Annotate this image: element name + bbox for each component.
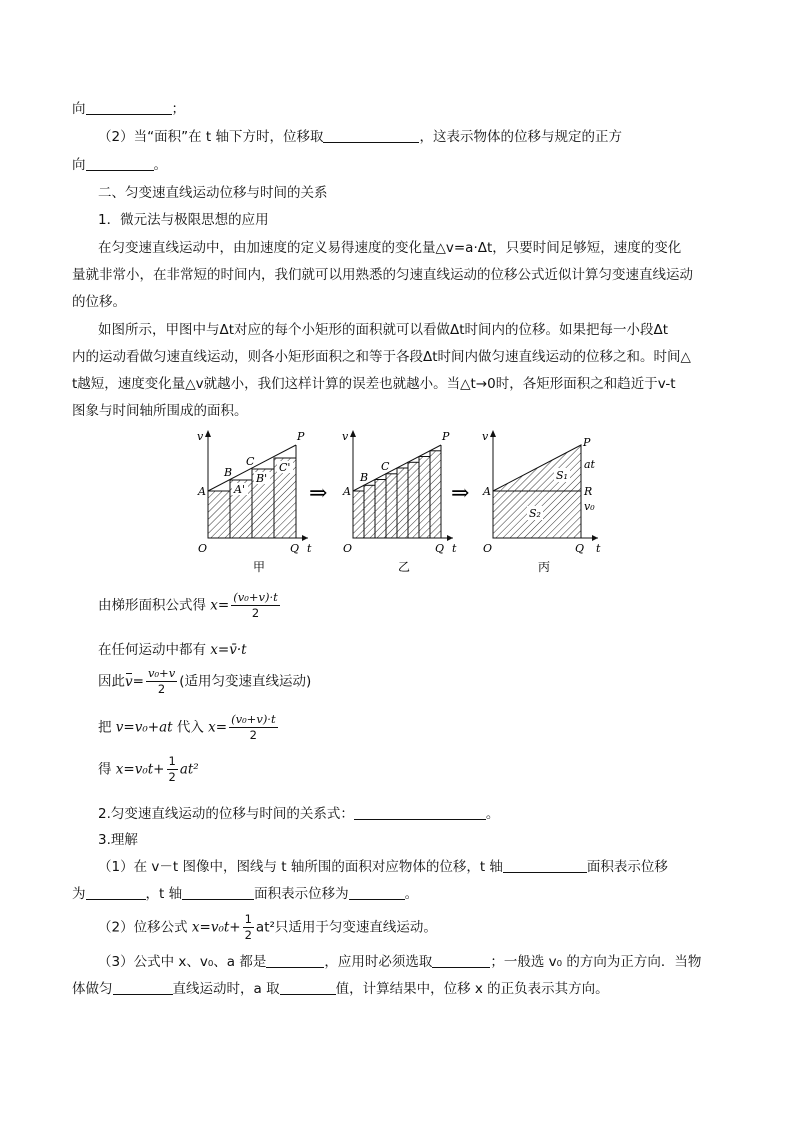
item-3-q1-line-1: （1）在 v－t 图像中，图线与 t 轴所围的面积对应物体的位移，t 轴 面积表示位移 bbox=[98, 859, 668, 875]
label-P: P bbox=[297, 430, 305, 443]
fraction: $\frac{1}{2}$ bbox=[168, 754, 176, 784]
label-A-prime: A' bbox=[234, 483, 245, 496]
label-at: at bbox=[584, 458, 595, 471]
label-A: A bbox=[343, 485, 351, 498]
answer-blank[interactable] bbox=[182, 885, 254, 900]
label-P: P bbox=[583, 436, 591, 449]
item-3-q1-line-2: 为 ，t 轴 面积表示位移为 。 bbox=[72, 886, 419, 902]
label-C: C bbox=[381, 460, 390, 473]
label-Q: Q bbox=[290, 542, 300, 555]
label-R: R bbox=[584, 485, 593, 498]
paragraph-1-line-3: 的位移。 bbox=[72, 294, 126, 310]
answer-blank[interactable] bbox=[503, 858, 587, 873]
derivation-line-5: 得 x=v₀t+ $\frac{1}{2}$ at² bbox=[98, 754, 199, 784]
arrow-2: ⇒ bbox=[451, 481, 470, 506]
vt-graph-figure bbox=[196, 418, 606, 578]
subsection-title: 1．微元法与极限思想的应用 bbox=[98, 212, 269, 228]
label-t: t bbox=[307, 542, 312, 555]
arrow-1: ⇒ bbox=[309, 481, 328, 506]
item-3-q3-line-2: 体做匀 直线运动时，a 取 值，计算结果中，位移 x 的正负表示其方向。 bbox=[72, 981, 609, 997]
label-O: O bbox=[343, 542, 353, 555]
answer-blank[interactable] bbox=[266, 953, 324, 968]
paragraph-1-line-2: 量就非常小，在非常短的时间内，我们就可以用熟悉的匀速直线运动的位移公式近似计算匀变速直线运动 bbox=[72, 267, 693, 283]
label-v: v bbox=[197, 430, 204, 443]
label-B: B bbox=[360, 471, 369, 484]
paragraph-2-line-3: t越短，速度变化量△v就越小，我们这样计算的误差也就越小。当△t→0时，各矩形面积之和趋近于v-t bbox=[72, 376, 676, 392]
graph-jia bbox=[197, 430, 312, 574]
label-O: O bbox=[198, 542, 208, 555]
derivation-line-4: 把 v=v₀+at 代入 x= $\frac{\text{(v₀+v)·t}}{2}$ bbox=[98, 712, 276, 742]
caption-bing: 丙 bbox=[538, 560, 551, 574]
answer-blank[interactable] bbox=[432, 953, 490, 968]
item-3-title: 3.理解 bbox=[98, 832, 138, 848]
answer-blank[interactable] bbox=[323, 128, 419, 143]
answer-blank[interactable] bbox=[354, 805, 486, 820]
paragraph-2-line-2: 内的运动看做匀速直线运动，则各小矩形面积之和等于各段Δt时间内做匀速直线运动的位移之和。时间△ bbox=[72, 349, 691, 365]
graph-yi bbox=[342, 430, 457, 574]
answer-blank[interactable] bbox=[113, 980, 173, 995]
label-B: B bbox=[224, 466, 233, 479]
answer-blank[interactable] bbox=[86, 100, 172, 115]
derivation-line-3: 因此v= $\frac{\text{v₀+v}}{2}$ (适用匀变速直线运动) bbox=[98, 666, 312, 696]
derivation-line-1: 由梯形面积公式得 x= $\frac{\text{(v₀+v)·t}}{2}$ bbox=[98, 590, 278, 620]
answer-blank[interactable] bbox=[349, 885, 405, 900]
fraction: $\frac{\text{v₀+v}}{2}$ bbox=[147, 666, 176, 696]
label-C: C bbox=[246, 455, 255, 468]
label-Q: Q bbox=[575, 542, 585, 555]
label-S1: S₁ bbox=[556, 469, 568, 482]
item-3-q2: （2）位移公式 x=v₀t+ $\frac{1}{2}$ at²只适用于匀变速直线运动。 bbox=[98, 912, 437, 942]
paragraph-2-line-4: 图象与时间轴所围成的面积。 bbox=[72, 403, 248, 419]
fraction: $\frac{\text{(v₀+v)·t}}{2}$ bbox=[233, 590, 278, 620]
label-A: A bbox=[483, 485, 491, 498]
item-3-q3-line-1: （3）公式中 x、v₀、a 都是 ，应用时必须选取 ；一般选 v₀ 的方向为正方向．当物 bbox=[98, 954, 702, 970]
answer-blank[interactable] bbox=[86, 156, 154, 171]
label-S2: S₂ bbox=[529, 507, 541, 520]
intro-line-1: 向 ； bbox=[72, 101, 185, 117]
label-v: v bbox=[482, 430, 489, 443]
fraction: $\frac{1}{2}$ bbox=[244, 912, 252, 942]
caption-yi: 乙 bbox=[398, 560, 411, 574]
caption-jia: 甲 bbox=[253, 560, 266, 574]
intro-line-3: 向 。 bbox=[72, 157, 167, 173]
label-C-prime: C' bbox=[279, 461, 291, 474]
answer-blank[interactable] bbox=[280, 980, 336, 995]
paragraph-2-line-1: 如图所示，甲图中与Δt对应的每个小矩形的面积就可以看做Δt时间内的位移。如果把每一小段Δt bbox=[98, 322, 669, 338]
label-v: v bbox=[342, 430, 349, 443]
label-v0: v₀ bbox=[584, 500, 595, 513]
fraction: $\frac{\text{(v₀+v)·t}}{2}$ bbox=[231, 712, 276, 742]
intro-line-2: （2）当“面积”在 t 轴下方时，位移取 ，这表示物体的位移与规定的正方 bbox=[98, 129, 622, 145]
label-A: A bbox=[198, 485, 206, 498]
label-t: t bbox=[596, 542, 601, 555]
item-2: 2.匀变速直线运动的位移与时间的关系式： 。 bbox=[98, 806, 500, 822]
graph-bing bbox=[482, 430, 601, 574]
label-Q: Q bbox=[435, 542, 445, 555]
derivation-line-2: 在任何运动中都有 x=v̄·t bbox=[98, 642, 247, 658]
label-t: t bbox=[452, 542, 457, 555]
answer-blank[interactable] bbox=[86, 885, 146, 900]
paragraph-1-line-1: 在匀变速直线运动中，由加速度的定义易得速度的变化量△v=a·Δt，只要时间足够短，速度的变化 bbox=[98, 240, 682, 256]
section-title: 二、匀变速直线运动位移与时间的关系 bbox=[98, 185, 328, 201]
label-B-prime: B' bbox=[256, 472, 268, 485]
label-O: O bbox=[483, 542, 493, 555]
label-P: P bbox=[442, 430, 450, 443]
